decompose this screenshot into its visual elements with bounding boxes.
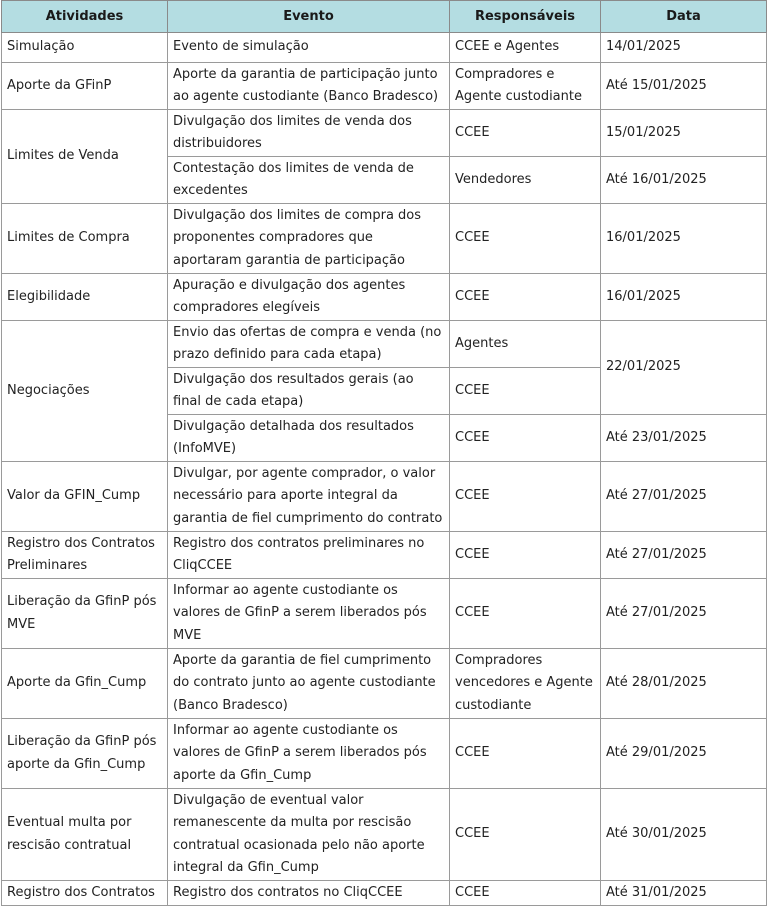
cell-evento: Aporte da garantia de participação junto ao agente custodiante (Banco Bradesco) — [168, 63, 450, 110]
cell-evento: Divulgar, por agente comprador, o valor necessário para aporte integral da garantia de fiel cumprimento do contrato — [168, 462, 450, 532]
cell-responsaveis: Agentes — [450, 321, 601, 368]
cell-atividade: Limites de Venda — [2, 110, 168, 204]
cell-responsaveis: CCEE — [450, 462, 601, 532]
cell-atividade: Eventual multa por rescisão contratual — [2, 789, 168, 881]
cell-data: Até 23/01/2025 — [601, 415, 767, 462]
cell-evento: Divulgação dos resultados gerais (ao final de cada etapa) — [168, 368, 450, 415]
cell-atividade: Simulação — [2, 33, 168, 63]
table-row — [2, 321, 767, 368]
cell-atividade: Limites de Compra — [2, 204, 168, 274]
table-header-row — [2, 1, 767, 33]
table-row — [2, 462, 767, 532]
cell-data: Até 31/01/2025 — [601, 881, 767, 906]
cell-atividade: Elegibilidade — [2, 274, 168, 321]
cell-responsaveis: Compradores e Agente custodiante — [450, 63, 601, 110]
cell-responsaveis: CCEE — [450, 881, 601, 906]
cell-data: Até 28/01/2025 — [601, 649, 767, 719]
cell-responsaveis: Vendedores — [450, 157, 601, 204]
cell-atividade: Liberação da GfinP pós MVE — [2, 579, 168, 649]
header-evento: Evento — [168, 1, 450, 33]
table-row — [2, 532, 767, 579]
table-row — [2, 110, 767, 157]
cell-atividade: Negociações — [2, 321, 168, 462]
cell-data: 16/01/2025 — [601, 274, 767, 321]
cell-data: Até 27/01/2025 — [601, 462, 767, 532]
cell-responsaveis: CCEE e Agentes — [450, 33, 601, 63]
cell-responsaveis: Compradores vencedores e Agente custodiante — [450, 649, 601, 719]
cell-responsaveis: CCEE — [450, 368, 601, 415]
cell-evento: Divulgação de eventual valor remanescente da multa por rescisão contratual ocasionada pelo não aporte integral da Gfin_Cump — [168, 789, 450, 881]
header-atividades: Atividades — [2, 1, 168, 33]
cell-atividade: Valor da GFIN_Cump — [2, 462, 168, 532]
cell-evento: Evento de simulação — [168, 33, 450, 63]
cell-responsaveis: CCEE — [450, 789, 601, 881]
table-row — [2, 204, 767, 274]
cell-atividade: Liberação da GfinP pós aporte da Gfin_Cump — [2, 719, 168, 789]
cell-responsaveis: CCEE — [450, 204, 601, 274]
cell-atividade: Aporte da GFinP — [2, 63, 168, 110]
cell-data: 16/01/2025 — [601, 204, 767, 274]
cell-data: Até 27/01/2025 — [601, 579, 767, 649]
cell-evento: Divulgação detalhada dos resultados (InfoMVE) — [168, 415, 450, 462]
table-row — [2, 274, 767, 321]
cell-responsaveis: CCEE — [450, 579, 601, 649]
cell-evento: Contestação dos limites de venda de excedentes — [168, 157, 450, 204]
cell-data: Até 27/01/2025 — [601, 532, 767, 579]
cell-atividade: Aporte da Gfin_Cump — [2, 649, 168, 719]
cell-evento: Envio das ofertas de compra e venda (no prazo definido para cada etapa) — [168, 321, 450, 368]
cell-evento: Informar ao agente custodiante os valores de GfinP a serem liberados pós MVE — [168, 579, 450, 649]
table-row — [2, 719, 767, 789]
cell-responsaveis: CCEE — [450, 532, 601, 579]
cell-data: 14/01/2025 — [601, 33, 767, 63]
cell-data: Até 29/01/2025 — [601, 719, 767, 789]
cell-responsaveis: CCEE — [450, 110, 601, 157]
cell-atividade: Registro dos Contratos Preliminares — [2, 532, 168, 579]
cell-data: Até 16/01/2025 — [601, 157, 767, 204]
cell-data: Até 30/01/2025 — [601, 789, 767, 881]
cell-evento: Registro dos contratos preliminares no CliqCCEE — [168, 532, 450, 579]
cell-evento: Divulgação dos limites de compra dos proponentes compradores que aportaram garantia de participação — [168, 204, 450, 274]
table-row — [2, 649, 767, 719]
cell-responsaveis: CCEE — [450, 719, 601, 789]
cell-evento: Apuração e divulgação dos agentes compradores elegíveis — [168, 274, 450, 321]
table-row — [2, 579, 767, 649]
table-row — [2, 881, 767, 906]
cell-evento: Divulgação dos limites de venda dos distribuidores — [168, 110, 450, 157]
table-row — [2, 789, 767, 881]
cell-data: Até 15/01/2025 — [601, 63, 767, 110]
cell-responsaveis: CCEE — [450, 415, 601, 462]
header-responsaveis: Responsáveis — [450, 1, 601, 33]
cell-evento: Registro dos contratos no CliqCCEE — [168, 881, 450, 906]
header-data: Data — [601, 1, 767, 33]
cell-atividade: Registro dos Contratos — [2, 881, 168, 906]
table-row — [2, 63, 767, 110]
cell-data: 22/01/2025 — [601, 321, 767, 415]
cell-evento: Informar ao agente custodiante os valores de GfinP a serem liberados pós aporte da Gfin_Cump — [168, 719, 450, 789]
cell-responsaveis: CCEE — [450, 274, 601, 321]
table-row — [2, 33, 767, 63]
cell-evento: Aporte da garantia de fiel cumprimento do contrato junto ao agente custodiante (Banco Bradesco) — [168, 649, 450, 719]
cell-data: 15/01/2025 — [601, 110, 767, 157]
schedule-table — [1, 0, 767, 906]
